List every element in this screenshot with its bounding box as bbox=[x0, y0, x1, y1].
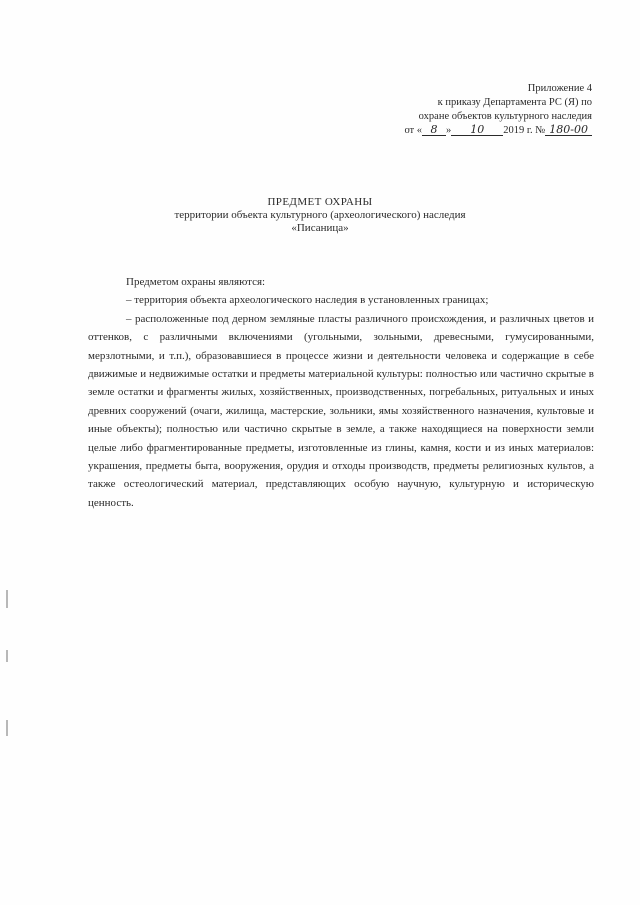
handwritten-month: 10 bbox=[451, 124, 503, 136]
appendix-order-reference: к приказу Департамента РС (Я) по bbox=[437, 97, 592, 108]
body-item-layers: – расположенные под дерном земляные пласты различного происхождения, и различных цветов и оттенков, с различными включениями (угольными, зольными, древесными, гумусированными, мерзлотными, и т.п.), образовавшиеся в процессе жизни и деятельности человека и содержащие в себе движимые и недвижимые остатки и предметы материальной культуры: полностью или частично скрытые в земле остатки и фрагменты жилых, хозяйственных, производственных, погребальных, ритуальных и иных древних сооружений (очаги, жилища, мастерские, зольники, ямы хозяйственного назначения, культовые и иные объекты); полностью или частично скрытые в земле, а также находящиеся на поверхности земли целые либо фрагментированные предметы, изготовленные из глины, камня, кости и из иных материалов: украшения, предметы быта, вооружения, орудия и отходы производств, предметы религиозных культов, а также остеологический материал, представляющих особую научную, культурную и историческую ценность. bbox=[88, 312, 594, 509]
appendix-date-line bbox=[404, 124, 592, 138]
document-body bbox=[88, 273, 594, 512]
document-heading bbox=[0, 196, 640, 235]
scan-margin-mark bbox=[6, 650, 8, 662]
date-mid: » bbox=[446, 125, 452, 136]
scan-margin-mark bbox=[6, 590, 8, 608]
document-subtitle: территории объекта культурного (археологического) наследия bbox=[174, 209, 466, 221]
scan-margin-mark bbox=[6, 720, 8, 736]
date-year: 2019 г. № bbox=[503, 125, 546, 136]
handwritten-order-number: 180-00 bbox=[545, 124, 592, 136]
object-name: «Писаница» bbox=[291, 222, 349, 234]
body-intro: Предметом охраны являются: bbox=[126, 276, 266, 288]
date-prefix: от « bbox=[404, 125, 423, 136]
appendix-number: Приложение 4 bbox=[527, 83, 592, 94]
body-item-territory: – территория объекта археологического наследия в установленных границах; bbox=[126, 294, 489, 307]
document-title: ПРЕДМЕТ ОХРАНЫ bbox=[267, 196, 373, 208]
appendix-block bbox=[404, 82, 592, 138]
appendix-department: охране объектов культурного наследия bbox=[418, 111, 592, 122]
handwritten-day: 8 bbox=[422, 124, 446, 136]
